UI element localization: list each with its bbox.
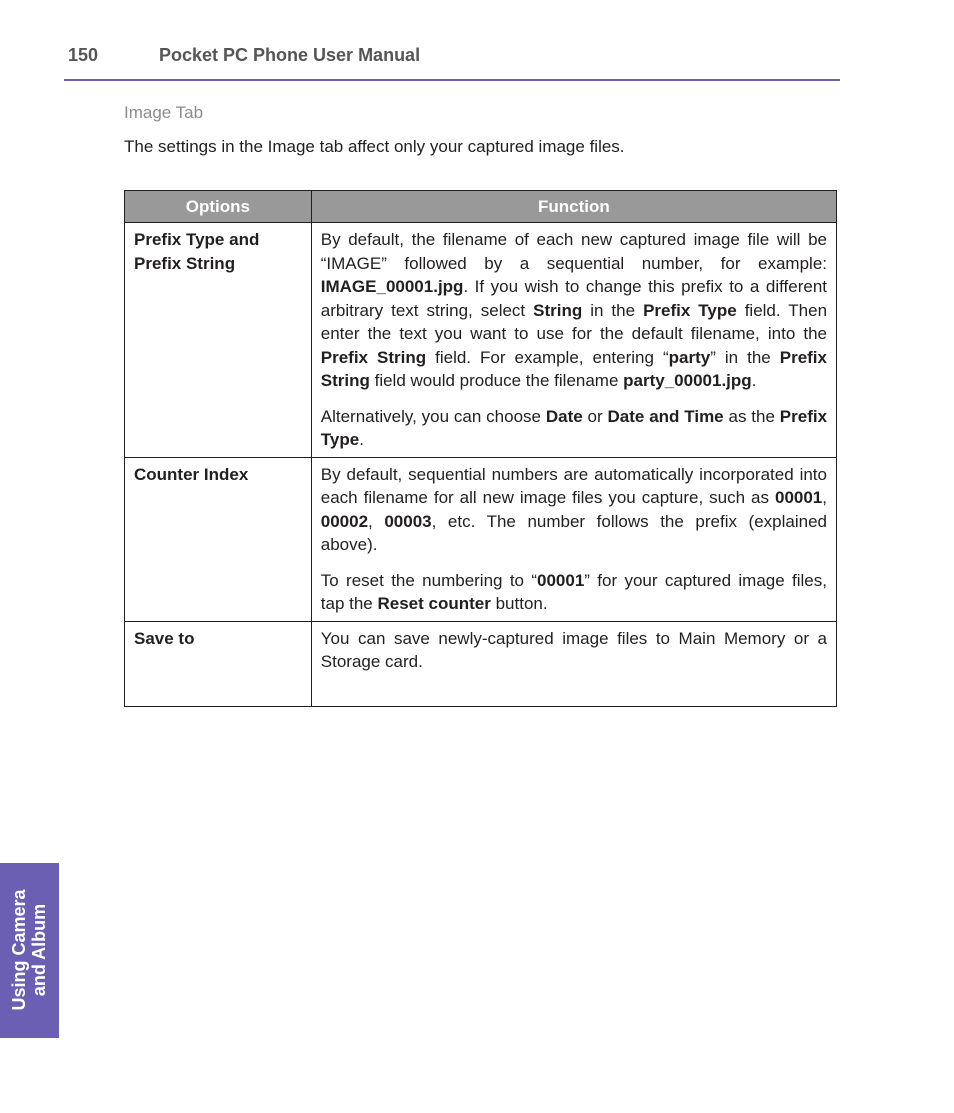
function-paragraph	[321, 569, 827, 616]
bold-run: 00001	[774, 488, 823, 507]
function-paragraph: You can save newly-captured image files to Main Memory or a Storage card.	[320, 628, 827, 671]
function-column-header: Function	[311, 191, 836, 223]
text-run: field. Then enter the text you want to use for the default filename, into the	[320, 300, 828, 343]
text-run: as the	[723, 406, 780, 426]
bold-run: Prefix String	[320, 347, 827, 390]
text-run: in the	[582, 300, 644, 320]
table-row	[125, 457, 837, 621]
text-run: button.	[490, 594, 548, 613]
options-table	[124, 190, 837, 707]
text-run: Alternatively, you can choose	[320, 406, 546, 426]
bold-run: party_00001.jpg	[623, 371, 752, 390]
option-cell-counter: Counter Index	[125, 457, 312, 621]
bold-run: Date and Time	[607, 406, 724, 426]
function-cell-prefix	[311, 223, 836, 458]
option-cell-save: Save to	[125, 621, 312, 706]
intro-paragraph: The settings in the Image tab affect only your captured image files.	[124, 137, 625, 156]
page-number: 150	[68, 45, 99, 65]
chapter-tab-line1: Using Camera	[9, 889, 29, 1011]
bold-run: Reset counter	[377, 594, 491, 613]
text-run: By default, the filename of each new captured image file will be “IMAGE” followed by a sequential number, for example:	[320, 230, 827, 273]
option-cell-prefix	[125, 223, 312, 458]
text-run: ” for your captured image files, tap the	[320, 570, 827, 613]
function-paragraph	[321, 405, 827, 452]
chapter-side-tab	[0, 863, 59, 1038]
text-run: To reset the numbering to “	[320, 570, 538, 590]
table-row	[125, 621, 837, 706]
options-column-header: Options	[125, 191, 312, 223]
bold-run: Prefix Type	[320, 406, 828, 449]
function-paragraph	[321, 228, 827, 393]
text-run: . If you wish to change this prefix to a different arbitrary text string, select	[320, 277, 827, 320]
bold-run: 00003	[384, 511, 432, 531]
text-run: ,	[822, 488, 827, 507]
chapter-tab-label	[9, 889, 49, 1010]
text-run: or	[582, 406, 608, 426]
table-header-row	[125, 191, 837, 223]
header-divider	[64, 79, 840, 81]
bold-run: Prefix Type	[643, 300, 737, 320]
option-label-line2: Prefix String	[134, 253, 236, 273]
bold-run: 00002	[320, 511, 369, 531]
text-run: .	[359, 430, 364, 449]
text-run: , etc. The number follows the prefix (explained above).	[320, 511, 827, 554]
bold-run: String	[533, 300, 583, 320]
bold-run: party	[668, 347, 711, 367]
function-cell-save	[311, 621, 836, 706]
bold-run: 00001	[537, 570, 585, 590]
text-run: field would produce the filename	[369, 371, 624, 390]
section-heading: Image Tab	[124, 103, 204, 122]
chapter-tab-line2: and Album	[29, 903, 49, 997]
text-run: .	[751, 371, 757, 390]
function-cell-counter	[311, 457, 836, 621]
function-paragraph	[321, 463, 827, 557]
table-row	[125, 223, 837, 458]
manual-title: Pocket PC Phone User Manual	[159, 45, 421, 65]
bold-run: Prefix String	[320, 347, 427, 367]
bold-run: Date	[545, 406, 583, 426]
text-run: field. For example, entering “	[426, 347, 669, 367]
option-label-line1: Prefix Type and	[134, 230, 260, 249]
bold-run: IMAGE_00001.jpg	[320, 277, 464, 296]
text-run: ” in the	[710, 347, 780, 367]
text-run: By default, sequential numbers are automatically incorporated into each filename for all new image files you capture, such as	[320, 464, 827, 507]
text-run: ,	[368, 511, 385, 531]
